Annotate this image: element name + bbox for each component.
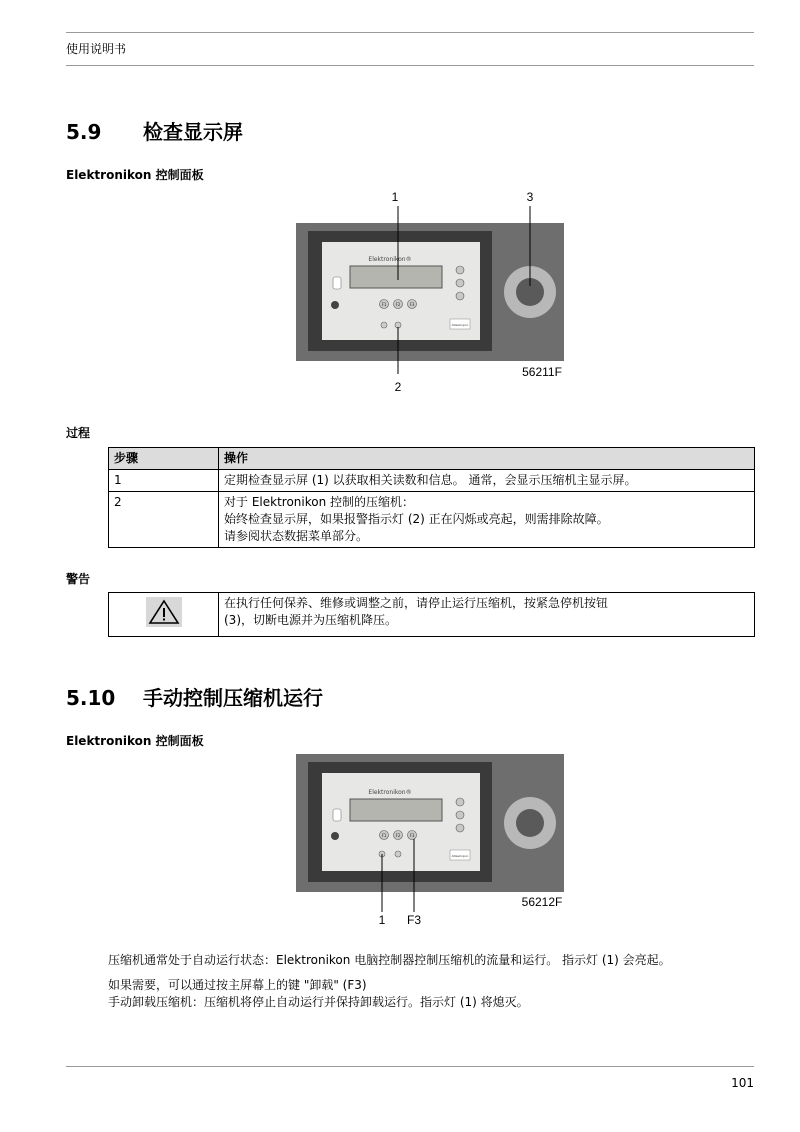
stop-button-small [331, 832, 339, 840]
display-window [350, 266, 442, 288]
indicator-i [333, 809, 341, 821]
up-key [456, 266, 464, 274]
section-number: 5.10 [66, 686, 116, 710]
down-key [456, 824, 464, 832]
action-line: 对于 Elektronikon 控制的压缩机： [224, 495, 415, 509]
alarm-led [395, 851, 401, 857]
section-title: 手动控制压缩机运行 [143, 686, 323, 710]
callout-label: F3 [406, 913, 422, 927]
section-title: 检查显示屏 [143, 120, 243, 144]
footer-rule [66, 1066, 754, 1067]
control-panel-figure-2 [290, 750, 580, 930]
indicator-led [381, 322, 387, 328]
f1-label: F1 [381, 833, 387, 838]
callout-label: 3 [526, 190, 534, 204]
action-line: 始终检查显示屏，如果报警指示灯 (2) 正在闪烁或亮起，则需排除故障。 [224, 512, 609, 526]
callout-label: 1 [391, 190, 399, 204]
header-rule [66, 32, 754, 33]
up-key [456, 798, 464, 806]
logo-text: AtlasCopco [451, 854, 469, 858]
paragraph [108, 952, 671, 969]
action-cell [219, 492, 755, 548]
table-row [109, 492, 755, 548]
enter-key [456, 279, 464, 287]
brand-label: Elektronikon® [368, 256, 412, 263]
action-line: 定期检查显示屏 (1) 以获取相关读数和信息。 通常，会显示压缩机主显示屏。 [224, 473, 637, 487]
brand-label: Elektronikon® [368, 789, 412, 796]
warning-text-cell [219, 593, 755, 637]
f2-label: F2 [395, 833, 401, 838]
header-rule-bottom [66, 65, 754, 66]
section-heading [66, 116, 243, 145]
step-cell: 1 [109, 470, 219, 492]
header-action: 操作 [219, 448, 755, 470]
step-cell: 2 [109, 492, 219, 548]
figure-code: 56211F [522, 365, 562, 379]
procedure-label: 过程 [66, 426, 91, 440]
display-window [350, 799, 442, 821]
header-title: 使用说明书 [66, 42, 127, 56]
figure-code: 56212F [521, 895, 563, 909]
subsection-title: Elektronikon 控制面板 [66, 168, 204, 182]
enter-key [456, 811, 464, 819]
action-cell [219, 470, 755, 492]
procedure-table [108, 447, 755, 548]
paragraph-line: 手动卸载压缩机：压缩机将停止自动运行并保持卸载运行。指示灯 (1) 将熄灭。 [108, 995, 529, 1009]
paragraph-line: 如果需要，可以通过按主屏幕上的键 "卸载" (F3) [108, 978, 367, 992]
table-header-row [109, 448, 755, 470]
logo-text: AtlasCopco [451, 323, 469, 327]
action-line: 请参阅状态数据菜单部分。 [224, 529, 369, 543]
f3-label: F3 [409, 833, 415, 838]
warning-table [108, 592, 755, 637]
down-key [456, 292, 464, 300]
warning-line: 在执行任何保养、维修或调整之前，请停止运行压缩机，按紧急停机按钮 [224, 596, 609, 610]
warning-line: (3)，切断电源并为压缩机降压。 [224, 613, 397, 627]
f3-label: F3 [409, 302, 415, 307]
warning-icon-cell [109, 593, 219, 637]
emergency-stop-button [516, 809, 544, 837]
section-number: 5.9 [66, 120, 102, 144]
subsection-title: Elektronikon 控制面板 [66, 734, 204, 748]
f2-label: F2 [395, 302, 401, 307]
table-row [109, 470, 755, 492]
warning-label: 警告 [66, 572, 91, 586]
page-number: 101 [731, 1076, 754, 1090]
warning-triangle-icon [146, 597, 182, 627]
paragraph-line: 压缩机通常处于自动运行状态：Elektronikon 电脑控制器控制压缩机的流量和运行。 指示灯 (1) 会亮起。 [108, 953, 671, 967]
control-panel-figure-1 [290, 186, 580, 396]
section-heading [66, 682, 323, 711]
f1-label: F1 [381, 302, 387, 307]
indicator-i [333, 277, 341, 289]
header-step: 步骤 [109, 448, 219, 470]
stop-button-small [331, 301, 339, 309]
paragraph [108, 977, 529, 1011]
callout-label: 2 [394, 380, 402, 394]
callout-label: 1 [378, 913, 386, 927]
warning-row [109, 593, 755, 637]
